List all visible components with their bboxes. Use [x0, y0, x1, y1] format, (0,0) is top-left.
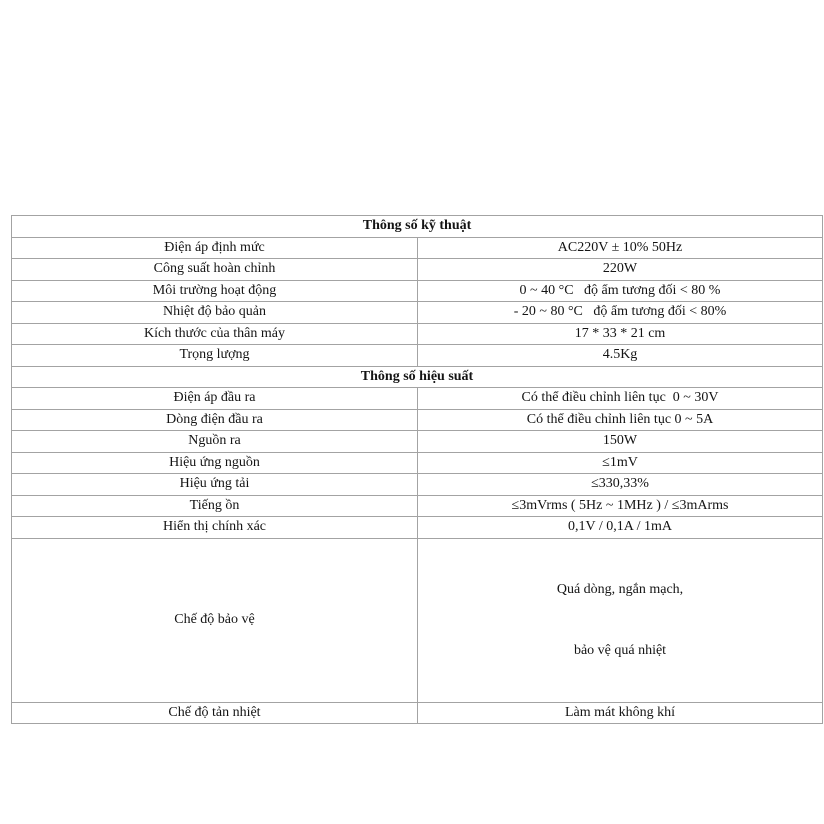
spec-label: Chế độ tản nhiệt	[12, 702, 418, 724]
spec-label: Công suất hoàn chỉnh	[12, 259, 418, 281]
spec-label: Nhiệt độ bảo quản	[12, 302, 418, 324]
spec-row	[12, 259, 823, 281]
spec-value: ≤3mVrms ( 5Hz ~ 1MHz ) / ≤3mArms	[418, 495, 823, 517]
spec-value: ≤330,33%	[418, 474, 823, 496]
spec-value: 0,1V / 0,1A / 1mA	[418, 517, 823, 539]
spec-value	[418, 538, 823, 702]
section-header-technical: Thông số kỹ thuật	[12, 216, 823, 238]
spec-value: 17 * 33 * 21 cm	[418, 323, 823, 345]
spec-row	[12, 431, 823, 453]
spec-value: AC220V ± 10% 50Hz	[418, 237, 823, 259]
spec-label: Hiệu ứng nguồn	[12, 452, 418, 474]
spec-label: Dòng điện đầu ra	[12, 409, 418, 431]
section-header-row	[12, 366, 823, 388]
spec-value: 220W	[418, 259, 823, 281]
spec-label: Trọng lượng	[12, 345, 418, 367]
spec-label: Điện áp định mức	[12, 237, 418, 259]
spec-label: Điện áp đầu ra	[12, 388, 418, 410]
spec-table	[11, 215, 823, 724]
spec-value: - 20 ~ 80 °C độ ẩm tương đối < 80%	[418, 302, 823, 324]
spec-label: Tiếng ồn	[12, 495, 418, 517]
spec-label: Nguồn ra	[12, 431, 418, 453]
spec-row	[12, 280, 823, 302]
section-header-performance: Thông số hiệu suất	[12, 366, 823, 388]
spec-label: Kích thước của thân máy	[12, 323, 418, 345]
spec-value-line: bảo vệ quá nhiệt	[573, 643, 667, 658]
spec-row	[12, 702, 823, 724]
spec-value-line: Quá dòng, ngắn mạch,	[556, 581, 684, 597]
spec-row	[12, 302, 823, 324]
spec-row	[12, 452, 823, 474]
spec-row	[12, 323, 823, 345]
spec-row	[12, 345, 823, 367]
spec-row	[12, 237, 823, 259]
spec-label: Chế độ bảo vệ	[12, 538, 418, 702]
spec-row	[12, 517, 823, 539]
spec-row	[12, 538, 823, 702]
section-header-row	[12, 216, 823, 238]
spec-value: 4.5Kg	[418, 345, 823, 367]
spec-value: 150W	[418, 431, 823, 453]
spec-row	[12, 388, 823, 410]
spec-label: Hiển thị chính xác	[12, 517, 418, 539]
spec-value: Có thể điều chỉnh liên tục 0 ~ 5A	[418, 409, 823, 431]
spec-row	[12, 474, 823, 496]
spec-label: Hiệu ứng tải	[12, 474, 418, 496]
spec-value: ≤1mV	[418, 452, 823, 474]
spec-row	[12, 409, 823, 431]
spec-label: Môi trường hoạt động	[12, 280, 418, 302]
spec-value: Làm mát không khí	[418, 702, 823, 724]
spec-value: Có thể điều chỉnh liên tục 0 ~ 30V	[418, 388, 823, 410]
spec-row	[12, 495, 823, 517]
spec-value: 0 ~ 40 °C độ ẩm tương đối < 80 %	[418, 280, 823, 302]
